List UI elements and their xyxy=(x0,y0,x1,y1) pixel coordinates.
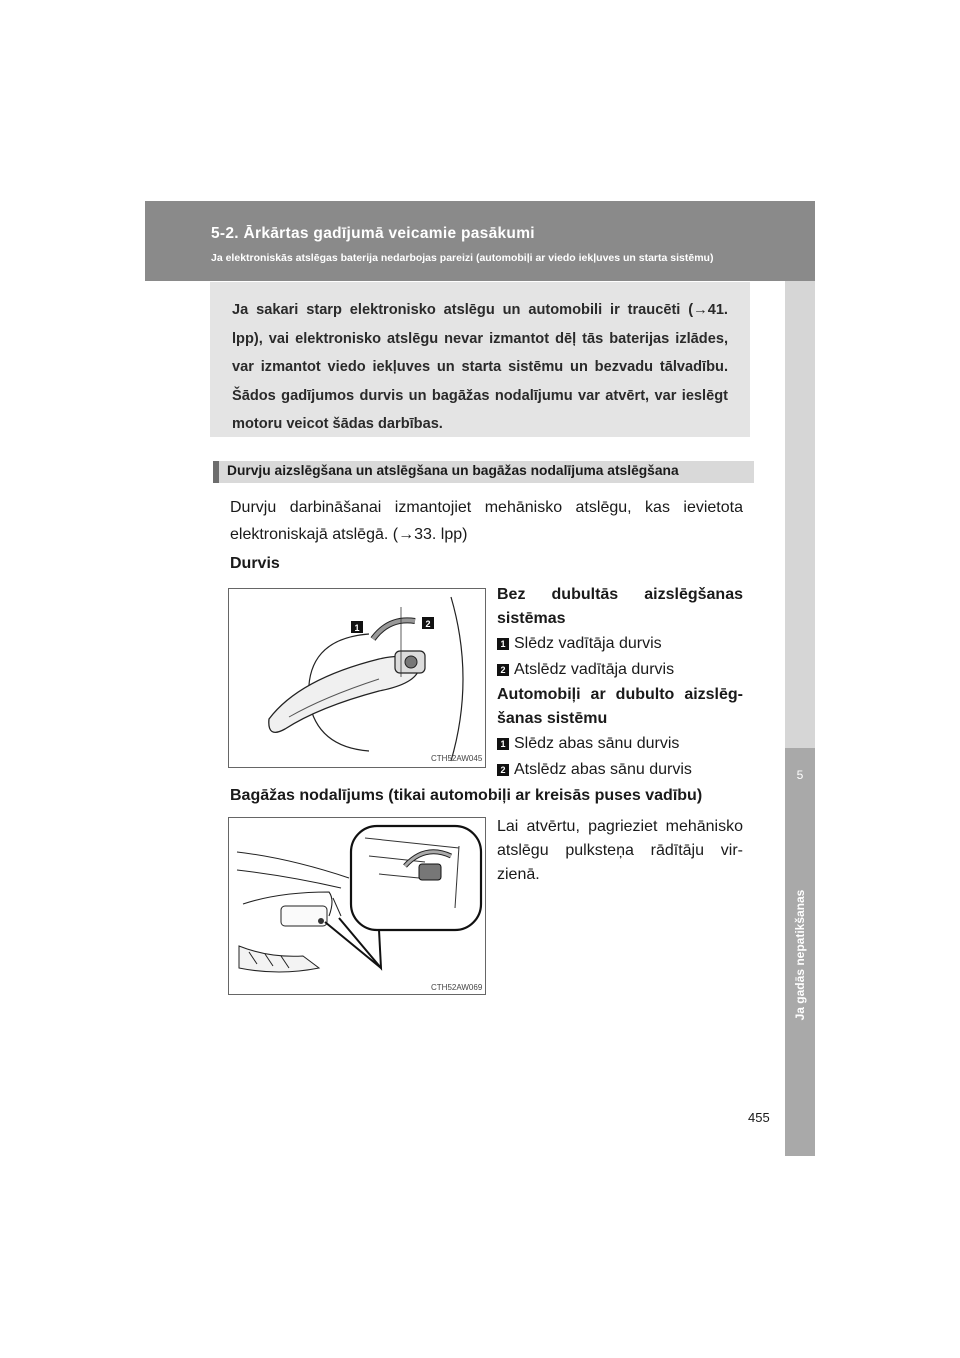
side-strip xyxy=(785,281,815,748)
trunk-text-line3: zienā. xyxy=(497,866,540,883)
section-title: Durvju aizslēgšana un atslēgšana un bagāžas nodalījuma atslēgšana xyxy=(227,463,679,478)
group2-item-1 xyxy=(497,735,679,753)
callout-2-label: 2 xyxy=(425,619,431,629)
intro-box xyxy=(210,282,750,437)
group2-heading-line1: Automobiļi ar dubulto aizslēg- xyxy=(497,686,743,703)
group1-item-2-text: Atslēdz vadītāja durvis xyxy=(514,661,675,678)
number-badge: 1 xyxy=(497,638,509,650)
group1-item-1-text: Slēdz vadītāja durvis xyxy=(514,635,662,652)
group1-item-2 xyxy=(497,661,674,679)
group2-heading-line2: šanas sistēmu xyxy=(497,710,608,727)
trunk-text-line1: Lai atvērtu, pagrieziet mehānisko xyxy=(497,818,743,835)
section-bar xyxy=(213,461,754,483)
group2-item-2 xyxy=(497,761,692,779)
number-badge: 2 xyxy=(497,664,509,676)
door-handle-illustration xyxy=(229,589,485,767)
chapter-title: Ja gadās nepatikšanas xyxy=(793,889,807,1021)
section-paragraph: Durvju darbināšanai izmantojiet mehānisko atslēgu, kas ievietota elektroniskajā atslēgā. (→33. lpp) xyxy=(230,499,743,543)
group1-heading-line2: sistēmas xyxy=(497,610,566,627)
number-badge: 1 xyxy=(497,738,509,750)
trunk-heading: Bagāžas nodalījums (tikai automobiļi ar kreisās puses vadību) xyxy=(230,787,703,804)
door-figure-code: CTH52AW045 xyxy=(431,754,483,763)
group1-heading-line1: Bez dubultās aizslēgšanas xyxy=(497,586,743,603)
chapter-tab[interactable] xyxy=(785,748,815,1156)
trunk-figure xyxy=(228,817,486,995)
chapter-header xyxy=(145,201,815,281)
trunk-key-illustration xyxy=(229,818,485,994)
header-subtitle: Ja elektroniskās atslēgas baterija nedarbojas pareizi (automobiļi ar viedo iekļuves un starta sistēmu) xyxy=(211,252,714,264)
chapter-number: 5 xyxy=(796,768,804,782)
trunk-figure-code: CTH52AW069 xyxy=(431,983,483,992)
header-title: 5-2. Ārkārtas gadījumā veicamie pasākumi xyxy=(211,225,535,242)
group2-item-2-text: Atslēdz abas sānu durvis xyxy=(514,761,692,778)
group2-item-1-text: Slēdz abas sānu durvis xyxy=(514,735,680,752)
doors-heading: Durvis xyxy=(230,555,280,572)
callout-1-label: 1 xyxy=(354,623,360,633)
number-badge: 2 xyxy=(497,764,509,776)
door-figure xyxy=(228,588,486,768)
intro-text: Ja sakari starp elektronisko atslēgu un automobili ir traucēti (→41. lpp), vai elektronisko atslēgu nevar izmantot dēļ tās baterijas izlādes, var izmantot viedo iekļuves un starta sistēmu un bezvadu tālvadību. Šādos gadījumos durvis un bagāžas nodalījumu var atvērt, var ieslēgt motoru veicot šādas darbības. xyxy=(232,302,728,432)
trunk-text-line2: atslēgu pulksteņa rādītāju vir- xyxy=(497,842,743,859)
group1-item-1 xyxy=(497,635,662,653)
page-number: 455 xyxy=(748,1110,770,1125)
